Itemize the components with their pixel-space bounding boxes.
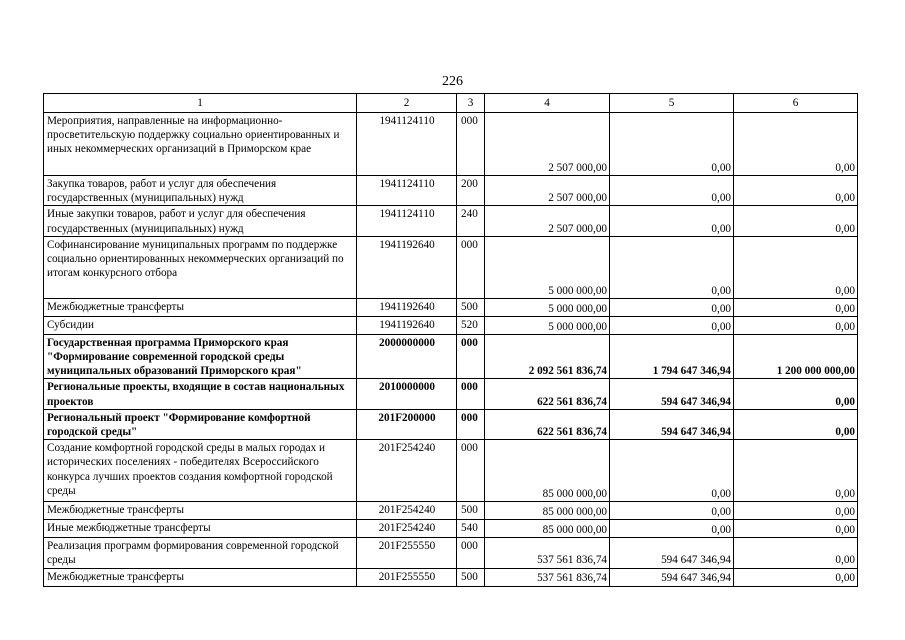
row-value-col4-cell: 622 561 836,74 <box>485 409 610 439</box>
table-row <box>44 298 858 316</box>
row-value-col6-cell: 0,00 <box>734 379 858 409</box>
row-value-col4-cell: 2 507 000,00 <box>485 176 610 206</box>
row-value-col6-cell: 0,00 <box>734 502 858 520</box>
row-value-col4-cell: 5 000 000,00 <box>485 298 610 316</box>
row-code-cell: 201F255550 <box>357 568 457 586</box>
row-type-cell: 000 <box>457 334 485 379</box>
row-value-col6-cell: 1 200 000 000,00 <box>734 334 858 379</box>
row-type-cell: 000 <box>457 538 485 568</box>
table-row <box>44 316 858 334</box>
row-type-cell: 000 <box>457 440 485 502</box>
row-value-col6-cell: 0,00 <box>734 236 858 298</box>
table-row <box>44 440 858 502</box>
row-value-col6-cell: 0,00 <box>734 568 858 586</box>
column-header: 4 <box>485 94 610 113</box>
row-value-col4-cell: 537 561 836,74 <box>485 568 610 586</box>
row-value-col5-cell: 1 794 647 346,94 <box>610 334 734 379</box>
budget-table <box>43 93 858 587</box>
row-value-col5-cell: 0,00 <box>610 298 734 316</box>
row-value-col4-cell: 5 000 000,00 <box>485 316 610 334</box>
row-name-cell: Реализация программ формирования современной городской среды <box>44 538 357 568</box>
column-header: 1 <box>44 94 357 113</box>
row-value-col5-cell: 594 647 346,94 <box>610 538 734 568</box>
row-value-col4-cell: 85 000 000,00 <box>485 520 610 538</box>
row-value-col6-cell: 0,00 <box>734 538 858 568</box>
table-row <box>44 502 858 520</box>
row-value-col5-cell: 0,00 <box>610 113 734 176</box>
row-value-col6-cell: 0,00 <box>734 176 858 206</box>
row-code-cell: 201F254240 <box>357 502 457 520</box>
row-code-cell: 201F255550 <box>357 538 457 568</box>
row-code-cell: 1941124110 <box>357 113 457 176</box>
row-value-col5-cell: 0,00 <box>610 502 734 520</box>
row-code-cell: 201F254240 <box>357 440 457 502</box>
row-value-col4-cell: 622 561 836,74 <box>485 379 610 409</box>
row-code-cell: 1941192640 <box>357 316 457 334</box>
row-type-cell: 000 <box>457 409 485 439</box>
row-value-col6-cell: 0,00 <box>734 298 858 316</box>
row-code-cell: 1941124110 <box>357 206 457 236</box>
row-value-col5-cell: 0,00 <box>610 440 734 502</box>
row-value-col4-cell: 85 000 000,00 <box>485 440 610 502</box>
row-value-col4-cell: 85 000 000,00 <box>485 502 610 520</box>
row-type-cell: 540 <box>457 520 485 538</box>
table-row <box>44 538 858 568</box>
row-value-col4-cell: 2 507 000,00 <box>485 206 610 236</box>
table-row <box>44 334 858 379</box>
row-value-col5-cell: 0,00 <box>610 176 734 206</box>
table-row <box>44 206 858 236</box>
row-code-cell: 201F200000 <box>357 409 457 439</box>
row-value-col6-cell: 0,00 <box>734 206 858 236</box>
row-value-col6-cell: 0,00 <box>734 440 858 502</box>
column-header: 3 <box>457 94 485 113</box>
row-value-col4-cell: 2 507 000,00 <box>485 113 610 176</box>
row-type-cell: 000 <box>457 379 485 409</box>
row-value-col5-cell: 594 647 346,94 <box>610 568 734 586</box>
row-code-cell: 1941124110 <box>357 176 457 206</box>
row-type-cell: 520 <box>457 316 485 334</box>
row-name-cell: Субсидии <box>44 316 357 334</box>
row-name-cell: Межбюджетные трансферты <box>44 502 357 520</box>
row-type-cell: 500 <box>457 502 485 520</box>
row-value-col6-cell: 0,00 <box>734 316 858 334</box>
row-name-cell: Закупка товаров, работ и услуг для обеспечения государственных (муниципальных) нужд <box>44 176 357 206</box>
table-body <box>44 113 858 587</box>
row-name-cell: Межбюджетные трансферты <box>44 298 357 316</box>
row-value-col5-cell: 594 647 346,94 <box>610 409 734 439</box>
row-name-cell: Иные межбюджетные трансферты <box>44 520 357 538</box>
row-value-col4-cell: 5 000 000,00 <box>485 236 610 298</box>
row-value-col6-cell: 0,00 <box>734 409 858 439</box>
row-type-cell: 240 <box>457 206 485 236</box>
row-name-cell: Межбюджетные трансферты <box>44 568 357 586</box>
row-value-col5-cell: 0,00 <box>610 316 734 334</box>
column-header: 5 <box>610 94 734 113</box>
table-row <box>44 409 858 439</box>
row-name-cell: Софинансирование муниципальных программ по поддержке социально ориентированных некоммерческих организаций по итогам конкурсного отбора <box>44 236 357 298</box>
row-name-cell: Иные закупки товаров, работ и услуг для обеспечения государственных (муниципальных) нужд <box>44 206 357 236</box>
row-type-cell: 000 <box>457 113 485 176</box>
table-row <box>44 568 858 586</box>
page-number: 226 <box>442 74 463 89</box>
table-row <box>44 176 858 206</box>
row-value-col5-cell: 0,00 <box>610 206 734 236</box>
column-header: 2 <box>357 94 457 113</box>
row-value-col5-cell: 594 647 346,94 <box>610 379 734 409</box>
row-name-cell: Мероприятия, направленные на информационно-просветительскую поддержку социально ориентированных и иных некоммерческих организаций в Приморском крае <box>44 113 357 176</box>
row-value-col5-cell: 0,00 <box>610 520 734 538</box>
row-code-cell: 2000000000 <box>357 334 457 379</box>
row-value-col5-cell: 0,00 <box>610 236 734 298</box>
row-code-cell: 2010000000 <box>357 379 457 409</box>
row-name-cell: Региональный проект "Формирование комфортной городской среды" <box>44 409 357 439</box>
row-name-cell: Государственная программа Приморского края "Формирование современной городской среды муниципальных образований Приморского края" <box>44 334 357 379</box>
table-row <box>44 379 858 409</box>
row-name-cell: Региональные проекты, входящие в состав национальных проектов <box>44 379 357 409</box>
row-type-cell: 500 <box>457 298 485 316</box>
table-row <box>44 113 858 176</box>
row-value-col6-cell: 0,00 <box>734 113 858 176</box>
row-name-cell: Создание комфортной городской среды в малых городах и исторических поселениях - победителях Всероссийского конкурса лучших проектов создания комфортной городской среды <box>44 440 357 502</box>
row-code-cell: 1941192640 <box>357 236 457 298</box>
row-code-cell: 1941192640 <box>357 298 457 316</box>
row-type-cell: 500 <box>457 568 485 586</box>
table-row <box>44 520 858 538</box>
header-row <box>44 94 858 113</box>
row-code-cell: 201F254240 <box>357 520 457 538</box>
table-row <box>44 236 858 298</box>
row-value-col4-cell: 2 092 561 836,74 <box>485 334 610 379</box>
row-value-col6-cell: 0,00 <box>734 520 858 538</box>
row-type-cell: 200 <box>457 176 485 206</box>
row-value-col4-cell: 537 561 836,74 <box>485 538 610 568</box>
row-type-cell: 000 <box>457 236 485 298</box>
column-header: 6 <box>734 94 858 113</box>
